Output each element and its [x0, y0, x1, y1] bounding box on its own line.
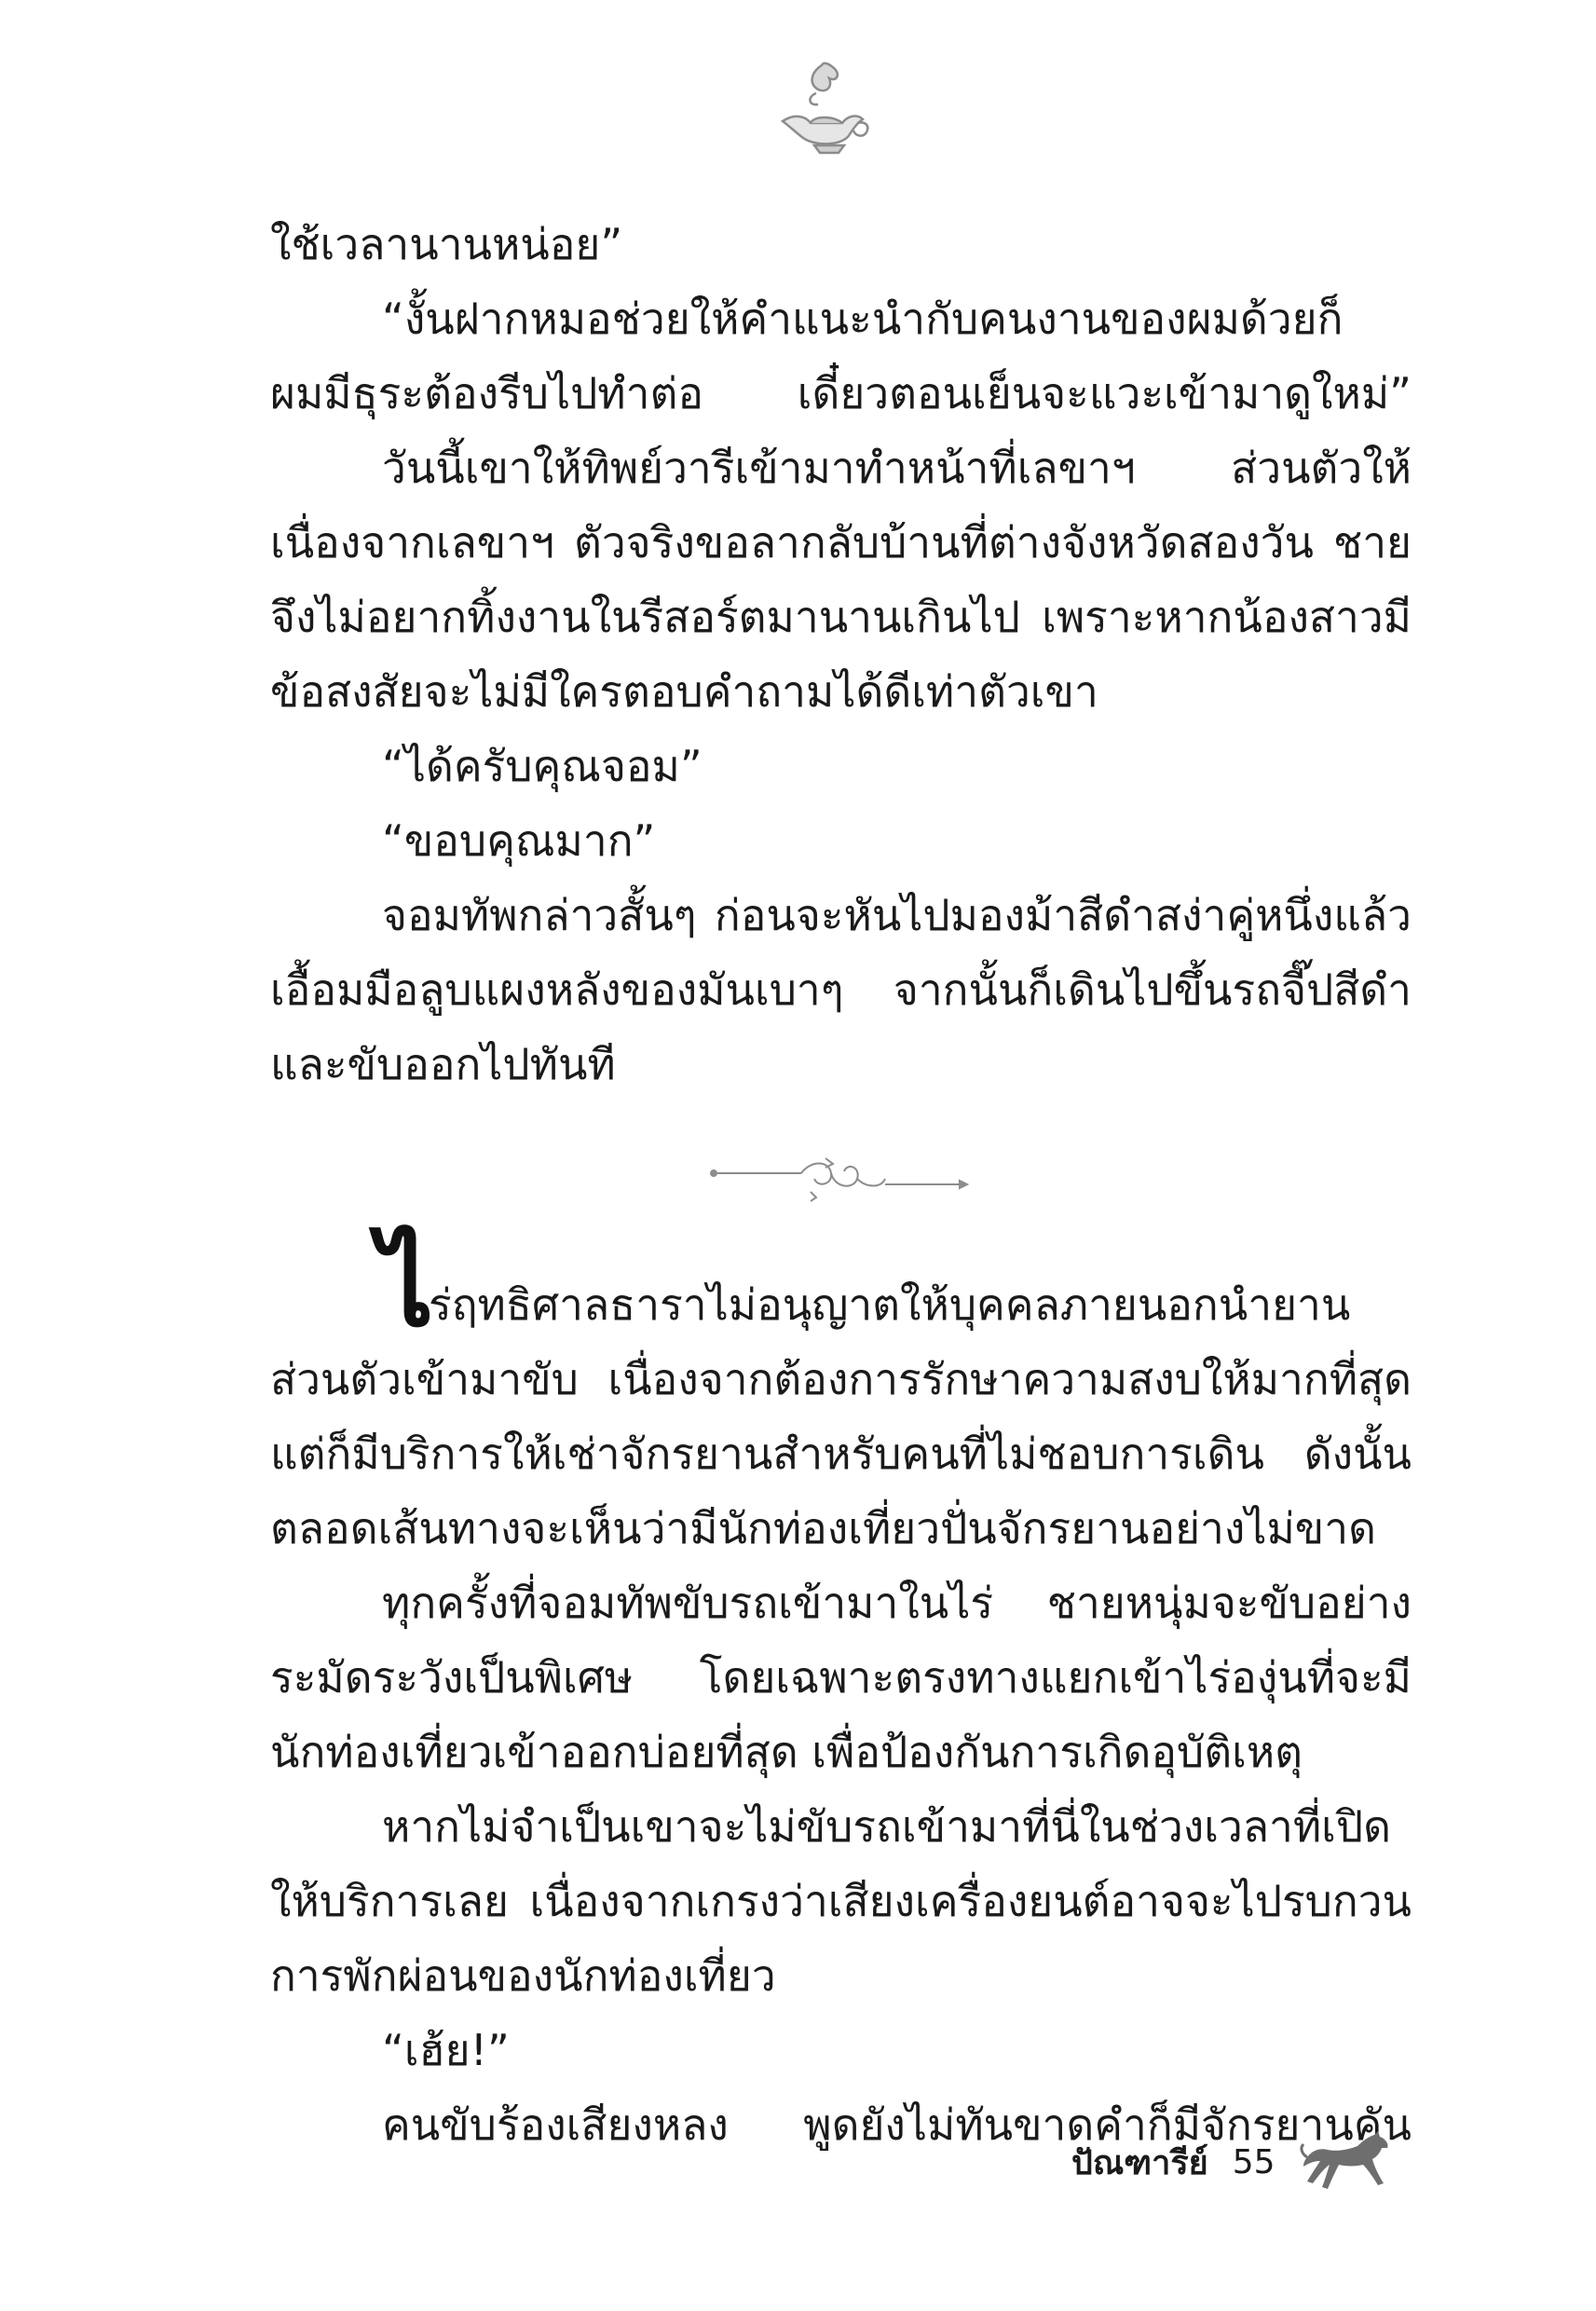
- text-line: เนื่องจากเลขาฯ ตัวจริงขอลากลับบ้านที่ต่างจังหวัดสองวัน ชาย: [270, 517, 1412, 567]
- text-line: แต่ก็มีบริการให้เช่าจักรยานสำหรับคนที่ไม่ชอบการเดิน ดังนั้น: [270, 1429, 1412, 1479]
- text-line: การพักผ่อนของนักท่องเที่ยว: [270, 1950, 776, 2001]
- book-title: ปัณฑารีย์: [1071, 2143, 1208, 2182]
- text-line: ให้บริการเลย เนื่องจากเกรงว่าเสียงเครื่องยนต์อาจจะไปรบกวน: [270, 1876, 1412, 1926]
- text-line: และขับออกไปทันที: [270, 1039, 616, 1089]
- text-line: ตลอดเส้นทางจะเห็นว่ามีนักท่องเที่ยวปั่นจักรยานอย่างไม่ขาด: [270, 1503, 1376, 1553]
- text-line: ใช้เวลานานหน่อย”: [270, 219, 623, 269]
- drop-cap: ไ: [378, 1222, 434, 1351]
- text-line: นักท่องเที่ยวเข้าออกบ่อยที่สุด เพื่อป้องกันการเกิดอุบัติเหตุ: [270, 1727, 1303, 1777]
- text-line: ส่วนตัวเข้ามาขับ เนื่องจากต้องการรักษาความสงบให้มากที่สุด: [270, 1354, 1412, 1404]
- text-line: จอมทัพกล่าวสั้นๆ ก่อนจะหันไปมองม้าสีดำสง่าคู่หนึ่งแล้ว: [382, 890, 1412, 940]
- page-footer: [1071, 2125, 1393, 2199]
- text-line: “ขอบคุณมาก”: [382, 815, 656, 866]
- text-line: “งั้นฝากหมอช่วยให้คำแนะนำกับคนงานของผมด้วยก็: [382, 294, 1344, 344]
- scroll-divider-icon: [708, 1151, 969, 1216]
- text-line: “เฮ้ย!”: [382, 2025, 510, 2075]
- text-line: หากไม่จำเป็นเขาจะไม่ขับรถเข้ามาที่นี่ในช่วงเวลาที่เปิด: [382, 1801, 1391, 1852]
- page-number: 55: [1232, 2142, 1275, 2181]
- text-line: ร่ฤทธิศาลธาราไม่อนุญาตให้บุคคลภายนอกนำยาน: [429, 1279, 1351, 1330]
- text-line: ระมัดระวังเป็นพิเศษ โดยเฉพาะตรงทางแยกเข้าไร่องุ่นที่จะมี: [270, 1652, 1412, 1702]
- text-line: จึงไม่อยากทิ้งงานในรีสอร์ตมานานเกินไป เพราะหากน้องสาวมี: [270, 592, 1412, 642]
- paragraph-block-2: [270, 1222, 1412, 2162]
- text-line: วันนี้เขาให้ทิพย์วารีเข้ามาทำหน้าที่เลขาฯ ส่วนตัวให้: [382, 443, 1412, 493]
- text-line: ผมมีธุระต้องรีบไปทำต่อ เดี๋ยวตอนเย็นจะแวะเข้ามาดูใหม่”: [270, 368, 1412, 418]
- text-line: ทุกครั้งที่จอมทัพขับรถเข้ามาในไร่ ชายหนุ่มจะขับอย่าง: [382, 1578, 1412, 1628]
- text-line: “ได้ครับคุณจอม”: [382, 741, 703, 791]
- paragraph-block-1: [270, 207, 1412, 1101]
- text-line: เอื้อมมือลูบแผงหลังของมันเบาๆ จากนั้นก็เดินไปขึ้นรถจี๊ปสีดำ: [270, 964, 1412, 1015]
- text-line: คนขับร้องเสียงหลง พูดยังไม่ทันขาดคำก็มีจักรยานคัน: [382, 2099, 1412, 2150]
- text-line: ข้อสงสัยจะไม่มีใครตอบคำถามได้ดีเท่าตัวเขา: [270, 666, 1098, 717]
- lamp-ornament-icon: [764, 56, 876, 158]
- horse-icon: [1300, 2129, 1393, 2195]
